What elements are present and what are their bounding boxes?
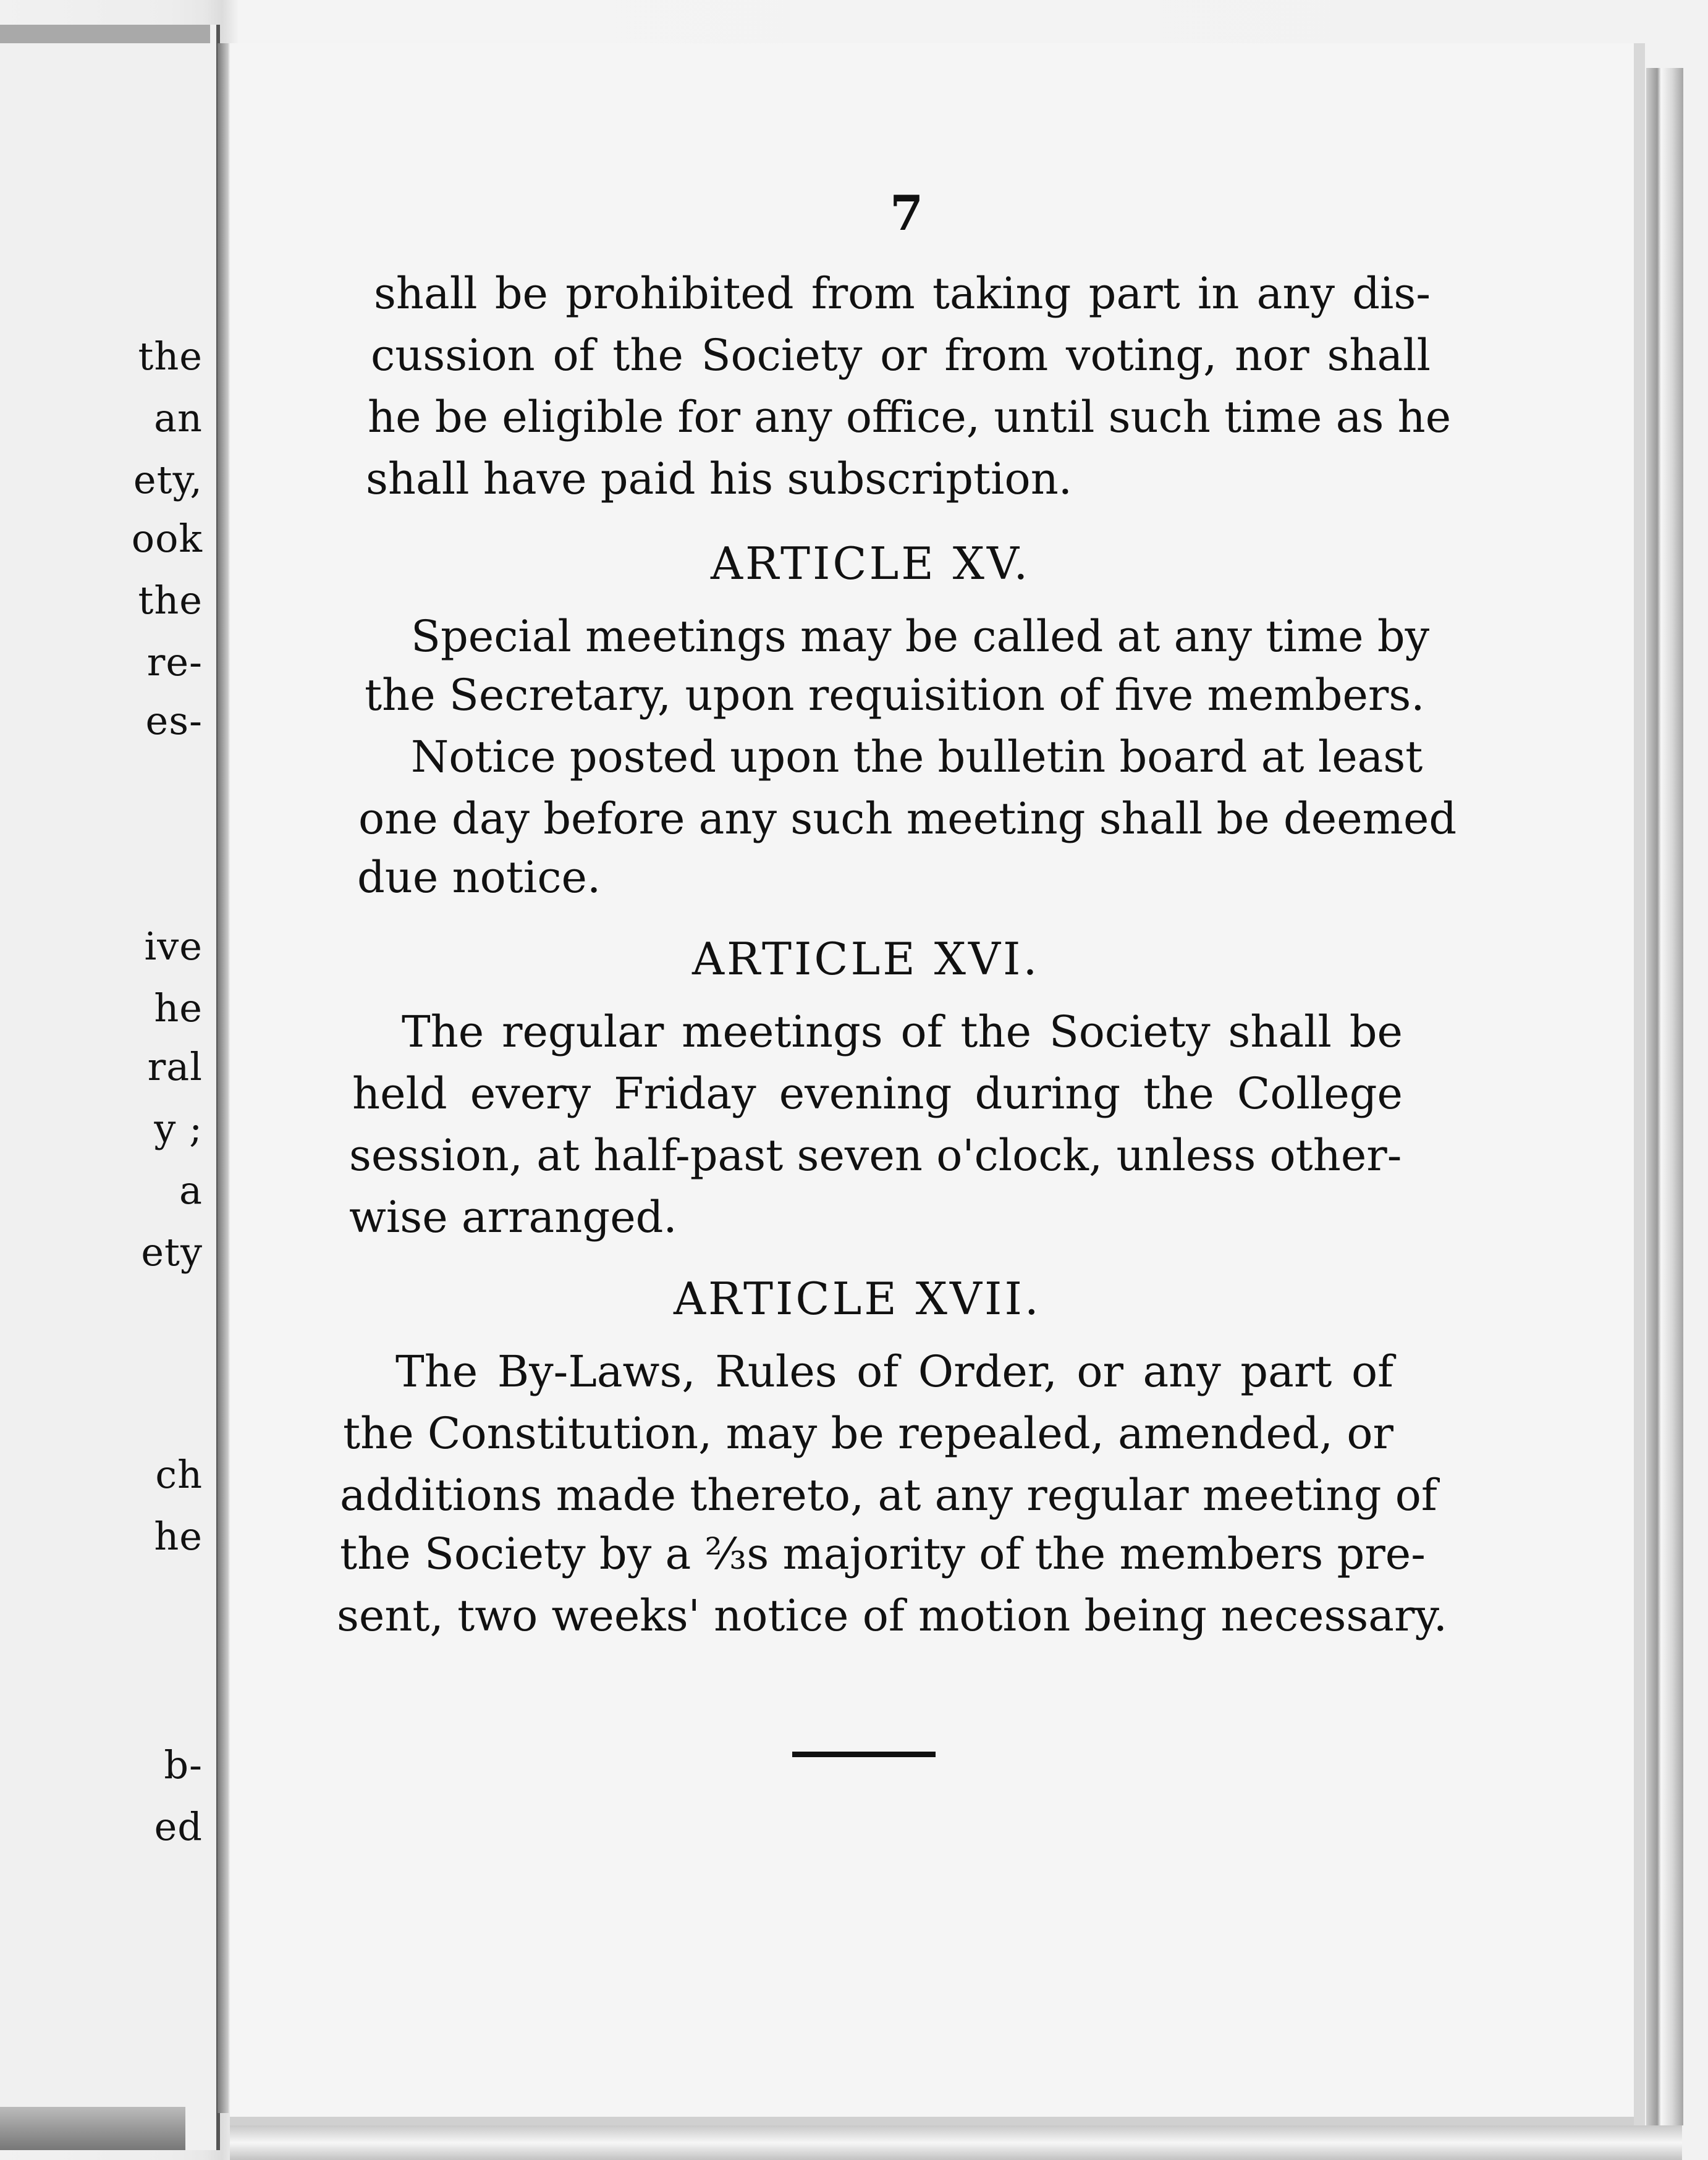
body-line: sent, two weeks' notice of motion being necessary. <box>337 1590 1447 1641</box>
left-page-line: ive <box>144 924 203 969</box>
left-page-top-edge <box>0 25 210 43</box>
body-line: Special meetings may be called at any time by <box>411 611 1430 662</box>
body-line: shall have paid his subscription. <box>366 454 1073 504</box>
left-page-bottom-edge <box>0 2107 185 2150</box>
body-line: The By-Laws, Rules of Order, or any part of <box>395 1346 1393 1397</box>
left-page-line: es- <box>145 698 203 743</box>
left-page-line: an <box>154 395 203 441</box>
section-end-rule <box>792 1752 936 1757</box>
body-line: the Society by a ⅔s majority of the members pre- <box>340 1529 1426 1579</box>
left-page-line: he <box>154 1514 203 1559</box>
left-page-line: re- <box>146 639 203 685</box>
body-line: held every Friday evening during the College <box>352 1068 1403 1119</box>
body-line: the Constitution, may be repealed, amended, or <box>343 1408 1393 1459</box>
left-page-line: ch <box>155 1452 203 1497</box>
left-page-line: ety <box>141 1230 203 1275</box>
article-heading: ARTICLE XV. <box>711 538 1031 589</box>
body-line: The regular meetings of the Society shall be <box>402 1006 1403 1057</box>
body-line: wise arranged. <box>349 1192 677 1242</box>
body-line: he be eligible for any office, until such time as he <box>368 392 1452 442</box>
left-page-line: a <box>179 1168 203 1213</box>
page-right-edge <box>1646 68 1683 2125</box>
left-page-line: he <box>154 985 203 1031</box>
article-heading: ARTICLE XVII. <box>674 1273 1041 1325</box>
left-page-line: ety, <box>133 457 203 502</box>
body-line: the Secretary, upon requisition of five members. <box>365 670 1425 720</box>
page-number: 7 <box>890 185 924 242</box>
page-bottom-edge <box>230 2125 1682 2160</box>
left-page-line: y ; <box>154 1106 203 1151</box>
body-line: cussion of the Society or from voting, nor shall <box>371 330 1431 381</box>
left-page-line: ook <box>131 516 203 561</box>
body-line: due notice. <box>357 852 601 903</box>
body-line: shall be prohibited from taking part in any dis- <box>374 268 1431 319</box>
left-page-line: the <box>138 334 203 379</box>
left-page-line: ral <box>147 1044 203 1089</box>
left-page-line: the <box>138 578 203 623</box>
book-gutter <box>218 43 229 2113</box>
left-page-sliver <box>0 25 220 2150</box>
article-heading: ARTICLE XVI. <box>692 933 1040 985</box>
left-page-line: ed <box>154 1804 203 1849</box>
body-line: additions made thereto, at any regular meeting of <box>340 1470 1437 1521</box>
body-line: session, at half-past seven o'clock, unless other- <box>349 1130 1402 1181</box>
left-page-line: b- <box>164 1742 203 1787</box>
body-line: Notice posted upon the bulletin board at least <box>411 732 1423 782</box>
body-line: one day before any such meeting shall be deemed <box>358 793 1457 844</box>
